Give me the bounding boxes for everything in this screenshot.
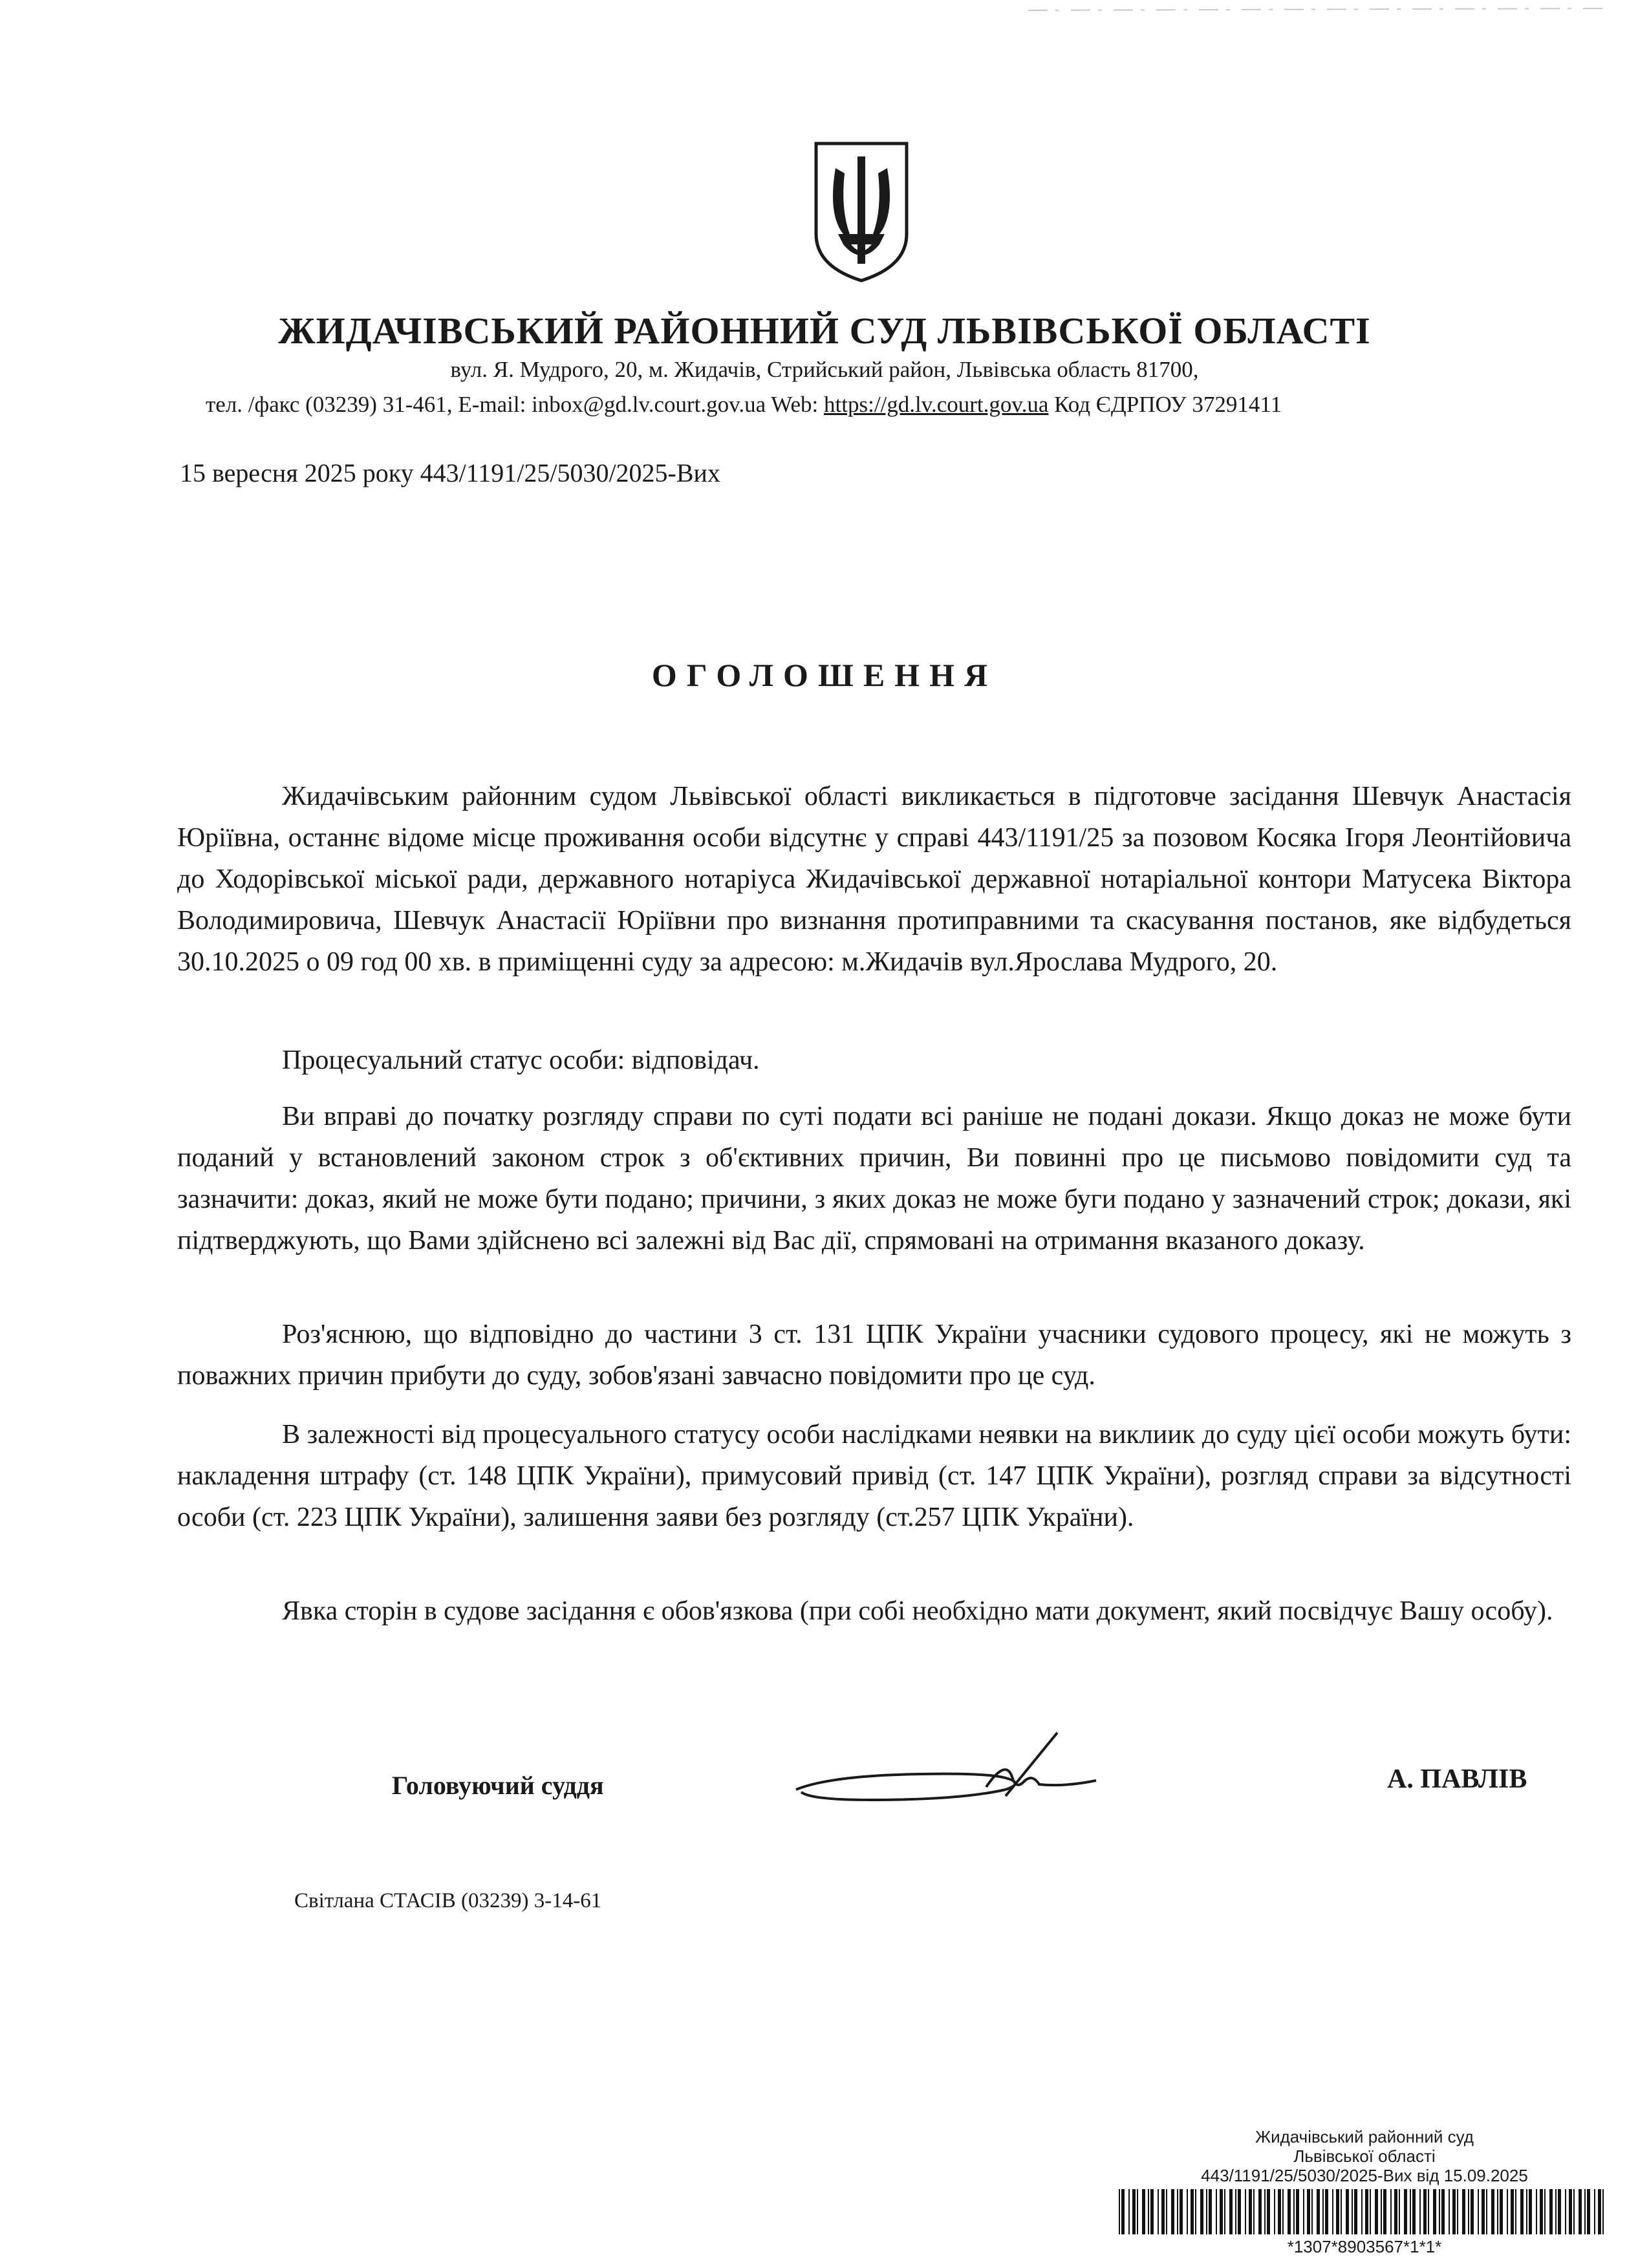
stamp-registration-number: 443/1191/25/5030/2025-Вих від 15.09.2025: [1201, 2166, 1528, 2185]
document-title: ОГОЛОШЕННЯ: [651, 657, 998, 693]
executor-contact: Світлана СТАСІВ (03239) 3-14-61: [294, 1889, 602, 1912]
scan-artifact: [1028, 5, 1610, 16]
barcode-text: *1307*8903567*1*1*: [1287, 2237, 1442, 2256]
website-link[interactable]: https://gd.lv.court.gov.ua: [824, 392, 1049, 417]
summons-paragraph: Жидачівським районним судом Львівської області викликається в підготовче засідання Шевчук Анастасія Юріївна, останнє відоме місце проживання особи відсутнє у справі 443/1191/25 за позовом Косяка Ігоря Леонтійовича до Ходорівської міської ради, державного нотаріуса Жидачівської державної нотаріальної контори Матусека Віктора Володимировича, Шевчук Анастасії Юріївни про визнання протиправними та скасування постанов, яке відбудеться 30.10.2025 о 09 год 00 хв. в приміщенні суду за адресою: м.Жидачів вул.Ярослава Мудрого, 20.: [177, 782, 1571, 977]
attendance-paragraph: Явка сторін в судове засідання є обов'язкова (при собі необхідно мати документ, який посвідчує Вашу особу).: [282, 1596, 1553, 1626]
contacts-text: тел. /факс (03239) 31-461, E-mail: inbox@gd.lv.court.gov.ua Web:: [206, 392, 824, 417]
outgoing-reference: 15 вересня 2025 року 443/1191/25/5030/2025-Вих: [180, 458, 720, 487]
judge-name: А. ПАВЛІВ: [1387, 1764, 1527, 1794]
handwritten-signature: [792, 1720, 1103, 1817]
court-address: вул. Я. Мудрого, 20, м. Жидачів, Стрийський район, Львівська область 81700,: [450, 357, 1199, 382]
court-contacts: [206, 392, 1282, 418]
stamp-court-name: Жидачівський районний суд: [1255, 2127, 1474, 2146]
registration-stamp: [1112, 2127, 1617, 2256]
evidence-paragraph: Ви вправі до початку розгляду справи по суті подати всі раніше не подані докази. Якщо доказ не може бути поданий у встановлений законом строк з об'єктивних причин, Ви повинні про це письмово повідомити суд та зазначити: доказ, який не може бути подано; причини, з яких доказ не може буги подано у зазначений строк; докази, які підтверджують, що Вами здійснено всі залежні від Вас дії, спрямовані на отримання вказаного доказу.: [177, 1102, 1571, 1256]
consequences-paragraph: В залежності від процесуального статусу особи наслідками неявки на виклиик до суду цієї особи можуть бути: накладення штрафу (ст. 148 ЦПК України), примусовий привід (ст. 147 ЦПК України), розгляд справи за відсутності особи (ст. 223 ЦПК України), залишення заяви без розгляду (ст.257 ЦПК України).: [177, 1420, 1571, 1532]
presiding-judge-label: Головуючий суддя: [392, 1771, 604, 1800]
trident-coat-of-arms-icon: [810, 137, 913, 286]
stamp-region: Львівської області: [1293, 2146, 1436, 2166]
procedural-status-paragraph: Процесуальний статус особи: відповідач.: [282, 1045, 760, 1075]
edrpou-code: Код ЄДРПОУ 37291411: [1048, 392, 1282, 417]
barcode-icon: [1119, 2189, 1610, 2234]
court-name: ЖИДАЧІВСЬКИЙ РАЙОННИЙ СУД ЛЬВІВСЬКОЇ ОБЛАСТІ: [278, 310, 1371, 352]
notice-obligation-paragraph: Роз'яснюю, що відповідно до частини 3 ст. 131 ЦПК України учасники судового процесу, які не можуть з поважних причин прибути до суду, зобов'язані завчасно повідомити про це суд.: [177, 1320, 1571, 1391]
